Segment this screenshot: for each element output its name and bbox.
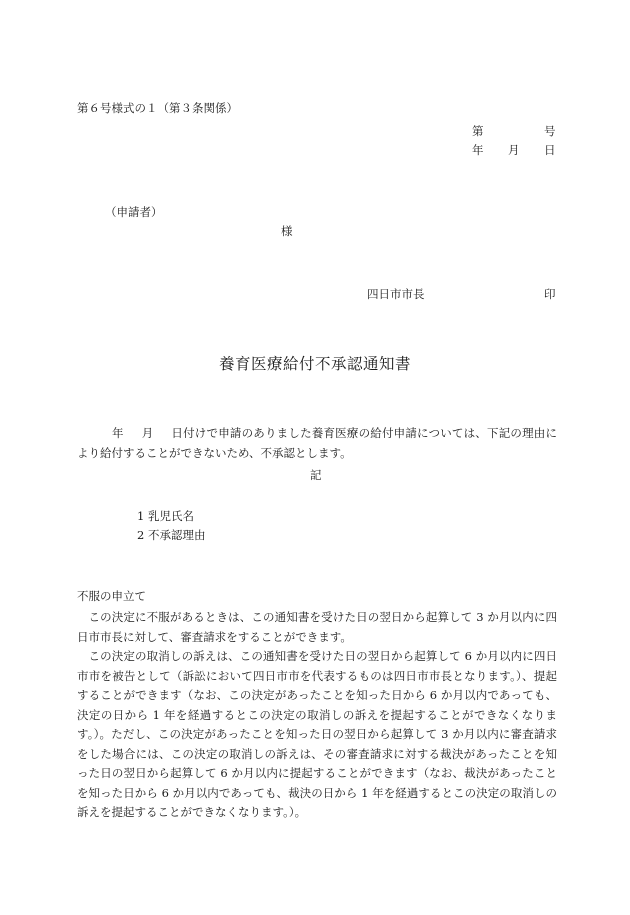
lead-paragraph	[77, 424, 557, 463]
date-year-label: 年	[472, 143, 484, 157]
lead-day-text: 日付けで申請のありました養育医療の給付申請については、下記の理由により給付することができないため、不承認とします。	[77, 426, 557, 460]
issuer-mayor: 四日市市長	[367, 287, 425, 301]
lead-month: 月	[141, 426, 154, 440]
form-number: 第６号様式の１（第３条関係）	[77, 101, 238, 115]
seal-mark: 印	[544, 287, 556, 301]
item-rejection-reason: 2 不承認理由	[137, 528, 206, 542]
honorific-sama: 様	[281, 224, 293, 238]
appeal-heading: 不服の申立て	[77, 589, 146, 603]
applicant-label: （申請者）	[105, 205, 163, 219]
document-number-label: 第	[472, 124, 484, 138]
appeal-paragraph-1: この決定に不服があるときは、この通知書を受けた日の翌日から起算して 3 か月以内に四日市市長に対して、審査請求をすることができます。	[77, 610, 557, 644]
date-month-label: 月	[508, 143, 520, 157]
appeal-paragraph-2: この決定の取消しの訴えは、この通知書を受けた日の翌日から起算して 6 か月以内に四日市市を被告として（訴訟において四日市市を代表するものは四日市市長となります。）、提起することができます（なお、この決定があったことを知った日から 6 か月以内であっても、決定の日から 1 年を経過するとこの決定の取消しの訴えを提起することができなくなります。）。ただし、この決定があったことを知った日の翌日から起算して 3 か月以内に審査請求をした場合には、この決定の取消しの訴えは、その審査請求に対する裁決があったことを知った日の翌日から起算して 6 か月以内に提起することができます（なお、裁決があったことを知った日から 6 か月以内であっても、裁決の日から 1 年を経過するとこの決定の取消しの訴えを提起することができなくなります。）。	[77, 649, 557, 819]
lead-year: 年	[112, 426, 124, 440]
date-day-label: 日	[544, 143, 556, 157]
appeal-body	[77, 608, 557, 823]
document-title: 養育医療給付不承認通知書	[218, 355, 411, 373]
ki-heading: 記	[310, 468, 322, 482]
document-number-suffix: 号	[544, 124, 556, 138]
item-infant-name: 1 乳児氏名	[137, 509, 194, 523]
